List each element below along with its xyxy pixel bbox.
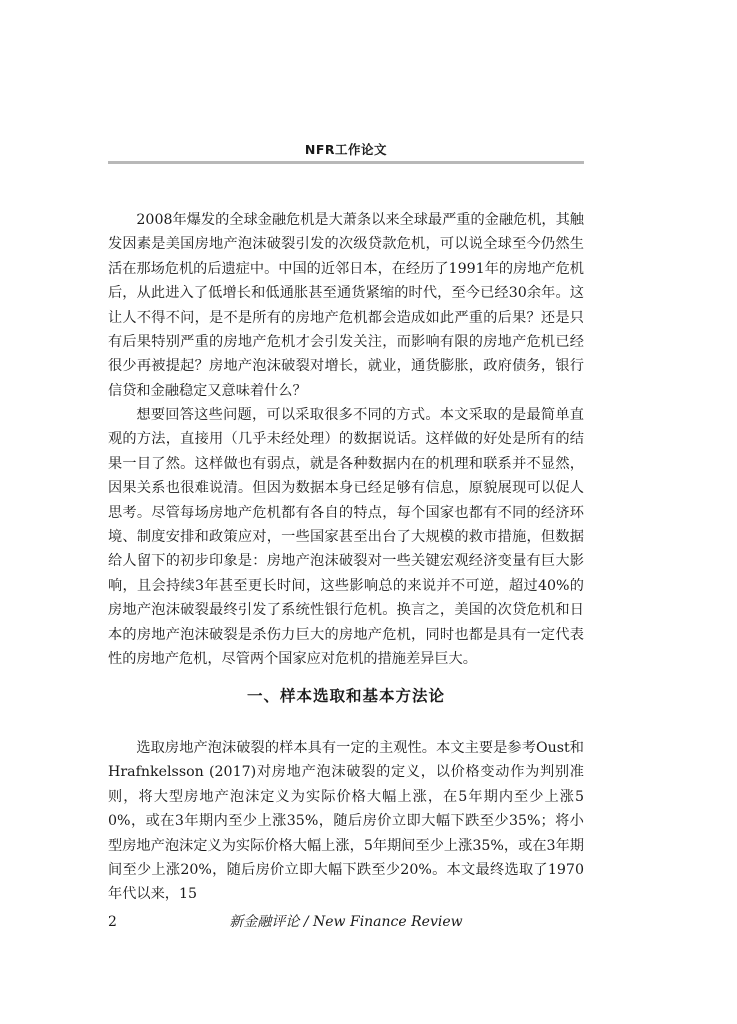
paragraph-2: 想要回答这些问题，可以采取很多不同的方式。本文采取的是最简单直观的方法，直接用（几乎未经处理）的数据说话。这样做的好处是所有的结果一目了然。这样做也有弱点，就是各种数据内在的机理和联系并不显然，因果关系也很难说清。但因为数据本身已经足够有信息，原貌展现可以促人思考。尽管每场房地产危机都有各自的特点，每个国家也都有不同的经济环境、制度安排和政策应对，一些国家甚至出台了大规模的救市措施，但数据给人留下的初步印象是：房地产泡沫破裂对一些关键宏观经济变量有巨大影响，且会持续3年甚至更长时间，这些影响总的来说并不可逆，超过40%的房地产泡沫破裂最终引发了系统性银行危机。换言之，美国的次贷危机和日本的房地产泡沫破裂是杀伤力巨大的房地产危机，同时也都是具有一定代表性的房地产危机，尽管两个国家应对危机的措施差异巨大。 [108, 407, 584, 668]
paragraph-3: 选取房地产泡沫破裂的样本具有一定的主观性。本文主要是参考Oust和Hrafnkelsson (2017)对房地产泡沫破裂的定义，以价格变动作为判别准则，将大型房地产泡沫定义为实际价格大幅上涨，在5年期内至少上涨50%，或在3年期内至少上涨35%，随后房价立即大幅下跌至少35%；将小型房地产泡沫定义为实际价格大幅上涨，5年期间至少上涨35%，或在3年期间至少上涨20%，随后房价立即大幅下跌至少20%。本文最终选取了1970年代以来，15 [108, 740, 584, 903]
paragraph-1: 2008年爆发的全球金融危机是大萧条以来全球最严重的金融危机，其触发因素是美国房地产泡沫破裂引发的次级贷款危机，可以说全球至今仍然生活在那场危机的后遗症中。中国的近邻日本，在经历了1991年的房地产危机后，从此进入了低增长和低通胀甚至通货紧缩的时代，至今已经30余年。这让人不得不问，是不是所有的房地产危机都会造成如此严重的后果？还是只有后果特别严重的房地产危机才会引发关注，而影响有限的房地产危机已经很少再被提起？房地产泡沫破裂对增长，就业，通货膨胀，政府债务，银行信贷和金融稳定又意味着什么？ [108, 212, 584, 399]
section-heading: 一、样本选取和基本方法论 [246, 687, 445, 705]
running-header-title: NFR工作论文 [304, 142, 388, 157]
page-number: 2 [108, 914, 117, 930]
header-rule [108, 161, 584, 164]
journal-name: 新金融评论 / New Finance Review [229, 914, 463, 930]
